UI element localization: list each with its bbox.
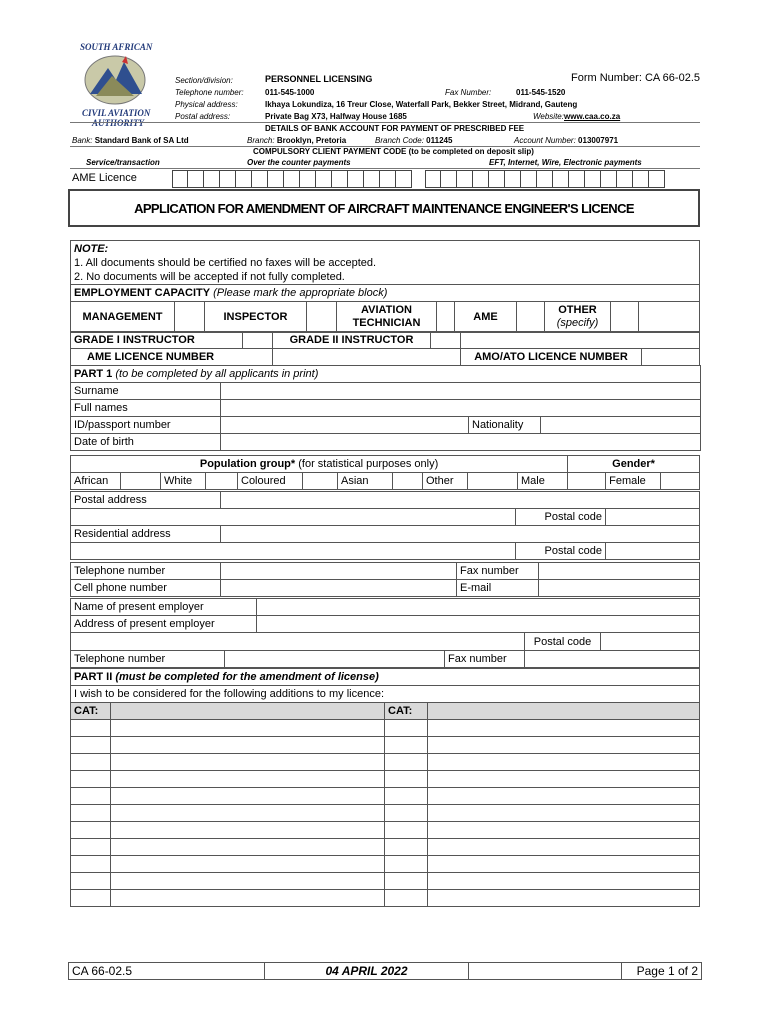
employer-address-field-2[interactable] (71, 633, 525, 651)
branch-code-info (375, 136, 452, 145)
cat-cell[interactable] (428, 873, 700, 890)
part2-title: PART II (74, 671, 113, 683)
account-label: Account Number: (514, 136, 576, 145)
employment-hint: (Please mark the appropriate block) (213, 287, 388, 299)
cat-cell[interactable] (71, 720, 111, 737)
grade1-checkbox[interactable] (243, 332, 273, 349)
cat-cell[interactable] (111, 839, 385, 856)
bank-details-title: DETAILS OF BANK ACCOUNT FOR PAYMENT OF PRESCRIBED FEE (265, 124, 525, 133)
part1-title: PART 1 (74, 368, 113, 380)
cat-label-right: CAT: (385, 703, 428, 720)
cat-cell[interactable] (71, 754, 111, 771)
asian-label: Asian (338, 473, 393, 490)
cat-cell[interactable] (428, 890, 700, 907)
cat-cell[interactable] (111, 737, 385, 754)
logo-emblem-icon (82, 54, 148, 106)
physical-label: Physical address: (175, 100, 238, 109)
cat-cell[interactable] (428, 771, 700, 788)
logo-bottom-text-1: CIVIL AVIATION (82, 108, 151, 118)
footer-table (68, 962, 702, 980)
branch-label: Branch: (247, 136, 275, 145)
address-table (70, 491, 700, 560)
white-label: White (161, 473, 206, 490)
residential-address-field-2[interactable] (71, 543, 516, 560)
employment-table (70, 284, 700, 333)
cat-cell[interactable] (428, 856, 700, 873)
cat-cell[interactable] (385, 788, 428, 805)
compulsory-code-title: COMPULSORY CLIENT PAYMENT CODE (to be completed on deposit slip) (253, 147, 534, 156)
employer-telephone-label: Telephone number (74, 653, 166, 665)
branch-code-value: 011245 (426, 136, 453, 145)
payment-code-boxes-left[interactable] (172, 170, 412, 188)
cat-cell[interactable] (385, 771, 428, 788)
telephone-value: 011-545-1000 (265, 88, 315, 97)
cell-label: Cell phone number (71, 580, 221, 597)
physical-value: Ikhaya Lokundiza, 16 Treur Close, Waterfall Park, Bekker Street, Midrand, Gauteng (265, 100, 578, 109)
management-checkbox[interactable] (175, 302, 205, 333)
employer-fax-field[interactable] (525, 651, 700, 668)
cat-cell[interactable] (385, 822, 428, 839)
cat-cell[interactable] (71, 873, 111, 890)
other-pop-checkbox[interactable] (468, 473, 518, 490)
employer-telephone-field[interactable] (224, 651, 444, 667)
cat-cell[interactable] (428, 788, 700, 805)
other-line-1: OTHER (558, 304, 597, 316)
contact-table (70, 562, 700, 597)
branch-info (247, 136, 346, 145)
cat-cell[interactable] (111, 805, 385, 822)
cat-cell[interactable] (111, 788, 385, 805)
ame-label: AME (455, 302, 517, 333)
cat-cell[interactable] (71, 822, 111, 839)
male-label: Male (518, 473, 568, 490)
female-label: Female (606, 473, 661, 490)
cat-cell[interactable] (385, 720, 428, 737)
logo-bottom-text-2: AUTHORITY (92, 118, 145, 128)
ame-licence-number-field[interactable] (273, 349, 461, 366)
white-checkbox[interactable] (206, 473, 238, 490)
cat-cell[interactable] (111, 890, 385, 907)
eft-payments-label: EFT, Internet, Wire, Electronic payments (489, 158, 642, 167)
african-label: African (71, 473, 121, 490)
management-label: MANAGEMENT (71, 302, 175, 333)
female-checkbox[interactable] (661, 473, 700, 490)
employer-fax-label: Fax number (445, 651, 525, 668)
bank-info (72, 136, 189, 145)
footer-spacer (469, 963, 622, 980)
section-value: PERSONNEL LICENSING (265, 74, 373, 84)
grade2-checkbox[interactable] (431, 332, 461, 349)
other-label (545, 302, 611, 333)
inspector-checkbox[interactable] (307, 302, 337, 333)
cat-cell[interactable] (71, 890, 111, 907)
full-names-field[interactable] (221, 400, 701, 417)
nationality-label: Nationality (469, 417, 541, 434)
footer-form-code: CA 66-02.5 (69, 963, 265, 980)
part1-hint: (to be completed by all applicants in print) (115, 368, 319, 380)
ame-licence-label: AME Licence (72, 172, 137, 184)
account-value: 013007971 (578, 136, 619, 145)
gender-label: Gender* (568, 456, 700, 473)
employer-name-field[interactable] (257, 599, 700, 616)
postal-code-label: Postal code (516, 509, 606, 526)
postal-address-field[interactable] (221, 492, 700, 509)
footer-date: 04 APRIL 2022 (265, 963, 469, 980)
dob-field[interactable] (221, 434, 701, 451)
cat-cell[interactable] (428, 754, 700, 771)
email-label: E-mail (457, 580, 539, 597)
other-specify-field[interactable] (639, 302, 700, 333)
branch-value: Brooklyn, Pretoria (276, 136, 347, 145)
employer-postal-code-field[interactable] (601, 633, 700, 651)
other-pop-label: Other (423, 473, 468, 490)
cat-cell[interactable] (111, 822, 385, 839)
employer-telephone-cell (71, 651, 445, 668)
postal-code-field[interactable] (606, 509, 700, 526)
residential-postal-code-field[interactable] (606, 543, 700, 560)
coloured-label: Coloured (238, 473, 303, 490)
instructor-table (70, 331, 700, 366)
cat-cell[interactable] (71, 788, 111, 805)
cat-cell[interactable] (111, 873, 385, 890)
employment-title: EMPLOYMENT CAPACITY (74, 287, 211, 299)
postal-label: Postal address: (175, 112, 231, 121)
cat-cell[interactable] (111, 720, 385, 737)
residential-address-label: Residential address (71, 526, 221, 543)
ame-checkbox[interactable] (517, 302, 545, 333)
telephone-label-field: Telephone number (71, 563, 221, 580)
part2-hint: (must be completed for the amendment of license) (115, 671, 379, 683)
cat-cell[interactable] (71, 737, 111, 754)
payment-code-boxes-right[interactable] (425, 170, 665, 188)
bank-label: Bank: (72, 136, 93, 145)
part2-table (70, 668, 700, 907)
residential-address-field[interactable] (221, 526, 700, 543)
cat-cell[interactable] (111, 754, 385, 771)
postal-value: Private Bag X73, Halfway House 1685 (265, 112, 407, 121)
form-title-box (68, 189, 700, 227)
grade2-label: GRADE II INSTRUCTOR (273, 332, 431, 349)
inspector-label: INSPECTOR (205, 302, 307, 333)
telephone-label: Telephone number: (175, 88, 244, 97)
cat-cell[interactable] (385, 873, 428, 890)
aviation-technician-label (337, 302, 437, 333)
coloured-checkbox[interactable] (303, 473, 338, 490)
cat-cell[interactable] (428, 839, 700, 856)
caa-logo (72, 42, 162, 132)
residential-postal-code-label: Postal code (516, 543, 606, 560)
employer-table (70, 598, 700, 668)
telephone-field[interactable] (221, 563, 457, 580)
employer-address-field[interactable] (257, 616, 700, 633)
bank-value: Standard Bank of SA Ltd (94, 136, 189, 145)
population-table (70, 455, 700, 490)
website-link[interactable]: www.caa.co.za (564, 112, 621, 121)
cat-cell[interactable] (71, 771, 111, 788)
fax-label: Fax Number: (445, 88, 492, 97)
website-label: Website: (533, 112, 564, 121)
aviation-line-1: AVIATION (361, 304, 412, 316)
cat-cell[interactable] (385, 805, 428, 822)
cat-cell[interactable] (385, 890, 428, 907)
cat-cell[interactable] (385, 856, 428, 873)
logo-top-text: SOUTH AFRICAN (80, 42, 153, 52)
fax-number-label: Fax number (457, 563, 539, 580)
population-group-header (71, 456, 568, 473)
cat-cell[interactable] (428, 720, 700, 737)
african-checkbox[interactable] (121, 473, 161, 490)
aviation-line-2: TECHNICIAN (352, 317, 421, 329)
cat-cell[interactable] (71, 839, 111, 856)
footer-page: Page 1 of 2 (622, 963, 702, 980)
cat-cell[interactable] (71, 856, 111, 873)
cell-field[interactable] (221, 580, 457, 597)
employer-name-label: Name of present employer (71, 599, 257, 616)
counter-payments-label: Over the counter payments (247, 158, 351, 167)
service-label: Service/transaction (86, 158, 160, 167)
part2-wish: I wish to be considered for the following additions to my licence: (71, 686, 700, 703)
note-box (70, 240, 700, 284)
cat-cell[interactable] (428, 822, 700, 839)
other-specify: (specify) (556, 317, 599, 329)
branch-code-label: Branch Code: (375, 136, 424, 145)
amo-licence-number-label: AMO/ATO LICENCE NUMBER (474, 351, 628, 363)
form-title: APPLICATION FOR AMENDMENT OF AIRCRAFT MAINTENANCE ENGINEER'S LICENCE (134, 200, 634, 216)
note-title: NOTE: (74, 243, 109, 255)
fax-value: 011-545-1520 (516, 88, 566, 97)
employer-address-label: Address of present employer (71, 616, 257, 633)
cat-cell[interactable] (428, 737, 700, 754)
cat-cell[interactable] (385, 737, 428, 754)
population-group-label: Population group* (199, 458, 296, 470)
cat-header-right (428, 703, 700, 720)
male-checkbox[interactable] (568, 473, 606, 490)
id-label: ID/passport number (71, 417, 221, 434)
employer-postal-code-label: Postal code (525, 633, 601, 651)
surname-label: Surname (71, 383, 221, 400)
fax-number-field[interactable] (539, 563, 700, 580)
postal-address-field-2[interactable] (71, 509, 516, 526)
aviation-technician-checkbox[interactable] (437, 302, 455, 333)
other-checkbox[interactable] (611, 302, 639, 333)
note-line-2: 2. No documents will be accepted if not fully completed. (74, 271, 345, 283)
form-number: Form Number: CA 66-02.5 (571, 72, 700, 84)
cat-cell[interactable] (111, 771, 385, 788)
cat-header-left (111, 703, 385, 720)
id-field[interactable] (221, 417, 469, 434)
note-line-1: 1. All documents should be certified no faxes will be accepted. (74, 257, 377, 269)
surname-field[interactable] (221, 383, 701, 400)
asian-checkbox[interactable] (393, 473, 423, 490)
instructor-spare (461, 332, 700, 349)
email-field[interactable] (539, 580, 700, 597)
cat-label-left: CAT: (71, 703, 111, 720)
postal-address-label: Postal address (71, 492, 221, 509)
cat-cell[interactable] (428, 805, 700, 822)
ame-licence-number-label: AME LICENCE NUMBER (71, 349, 273, 366)
cat-cell[interactable] (385, 754, 428, 771)
section-label: Section/division: (175, 76, 233, 85)
population-group-hint: (for statistical purposes only) (298, 458, 439, 470)
grade1-label: GRADE I INSTRUCTOR (71, 332, 243, 349)
amo-licence-number-field[interactable] (641, 349, 699, 365)
full-names-label: Full names (71, 400, 221, 417)
cat-cell[interactable] (71, 805, 111, 822)
cat-cell[interactable] (385, 839, 428, 856)
dob-label: Date of birth (71, 434, 221, 451)
account-info (514, 136, 618, 145)
nationality-field[interactable] (541, 417, 701, 434)
amo-licence-cell (461, 349, 700, 366)
cat-cell[interactable] (111, 856, 385, 873)
part1-table (70, 365, 701, 451)
